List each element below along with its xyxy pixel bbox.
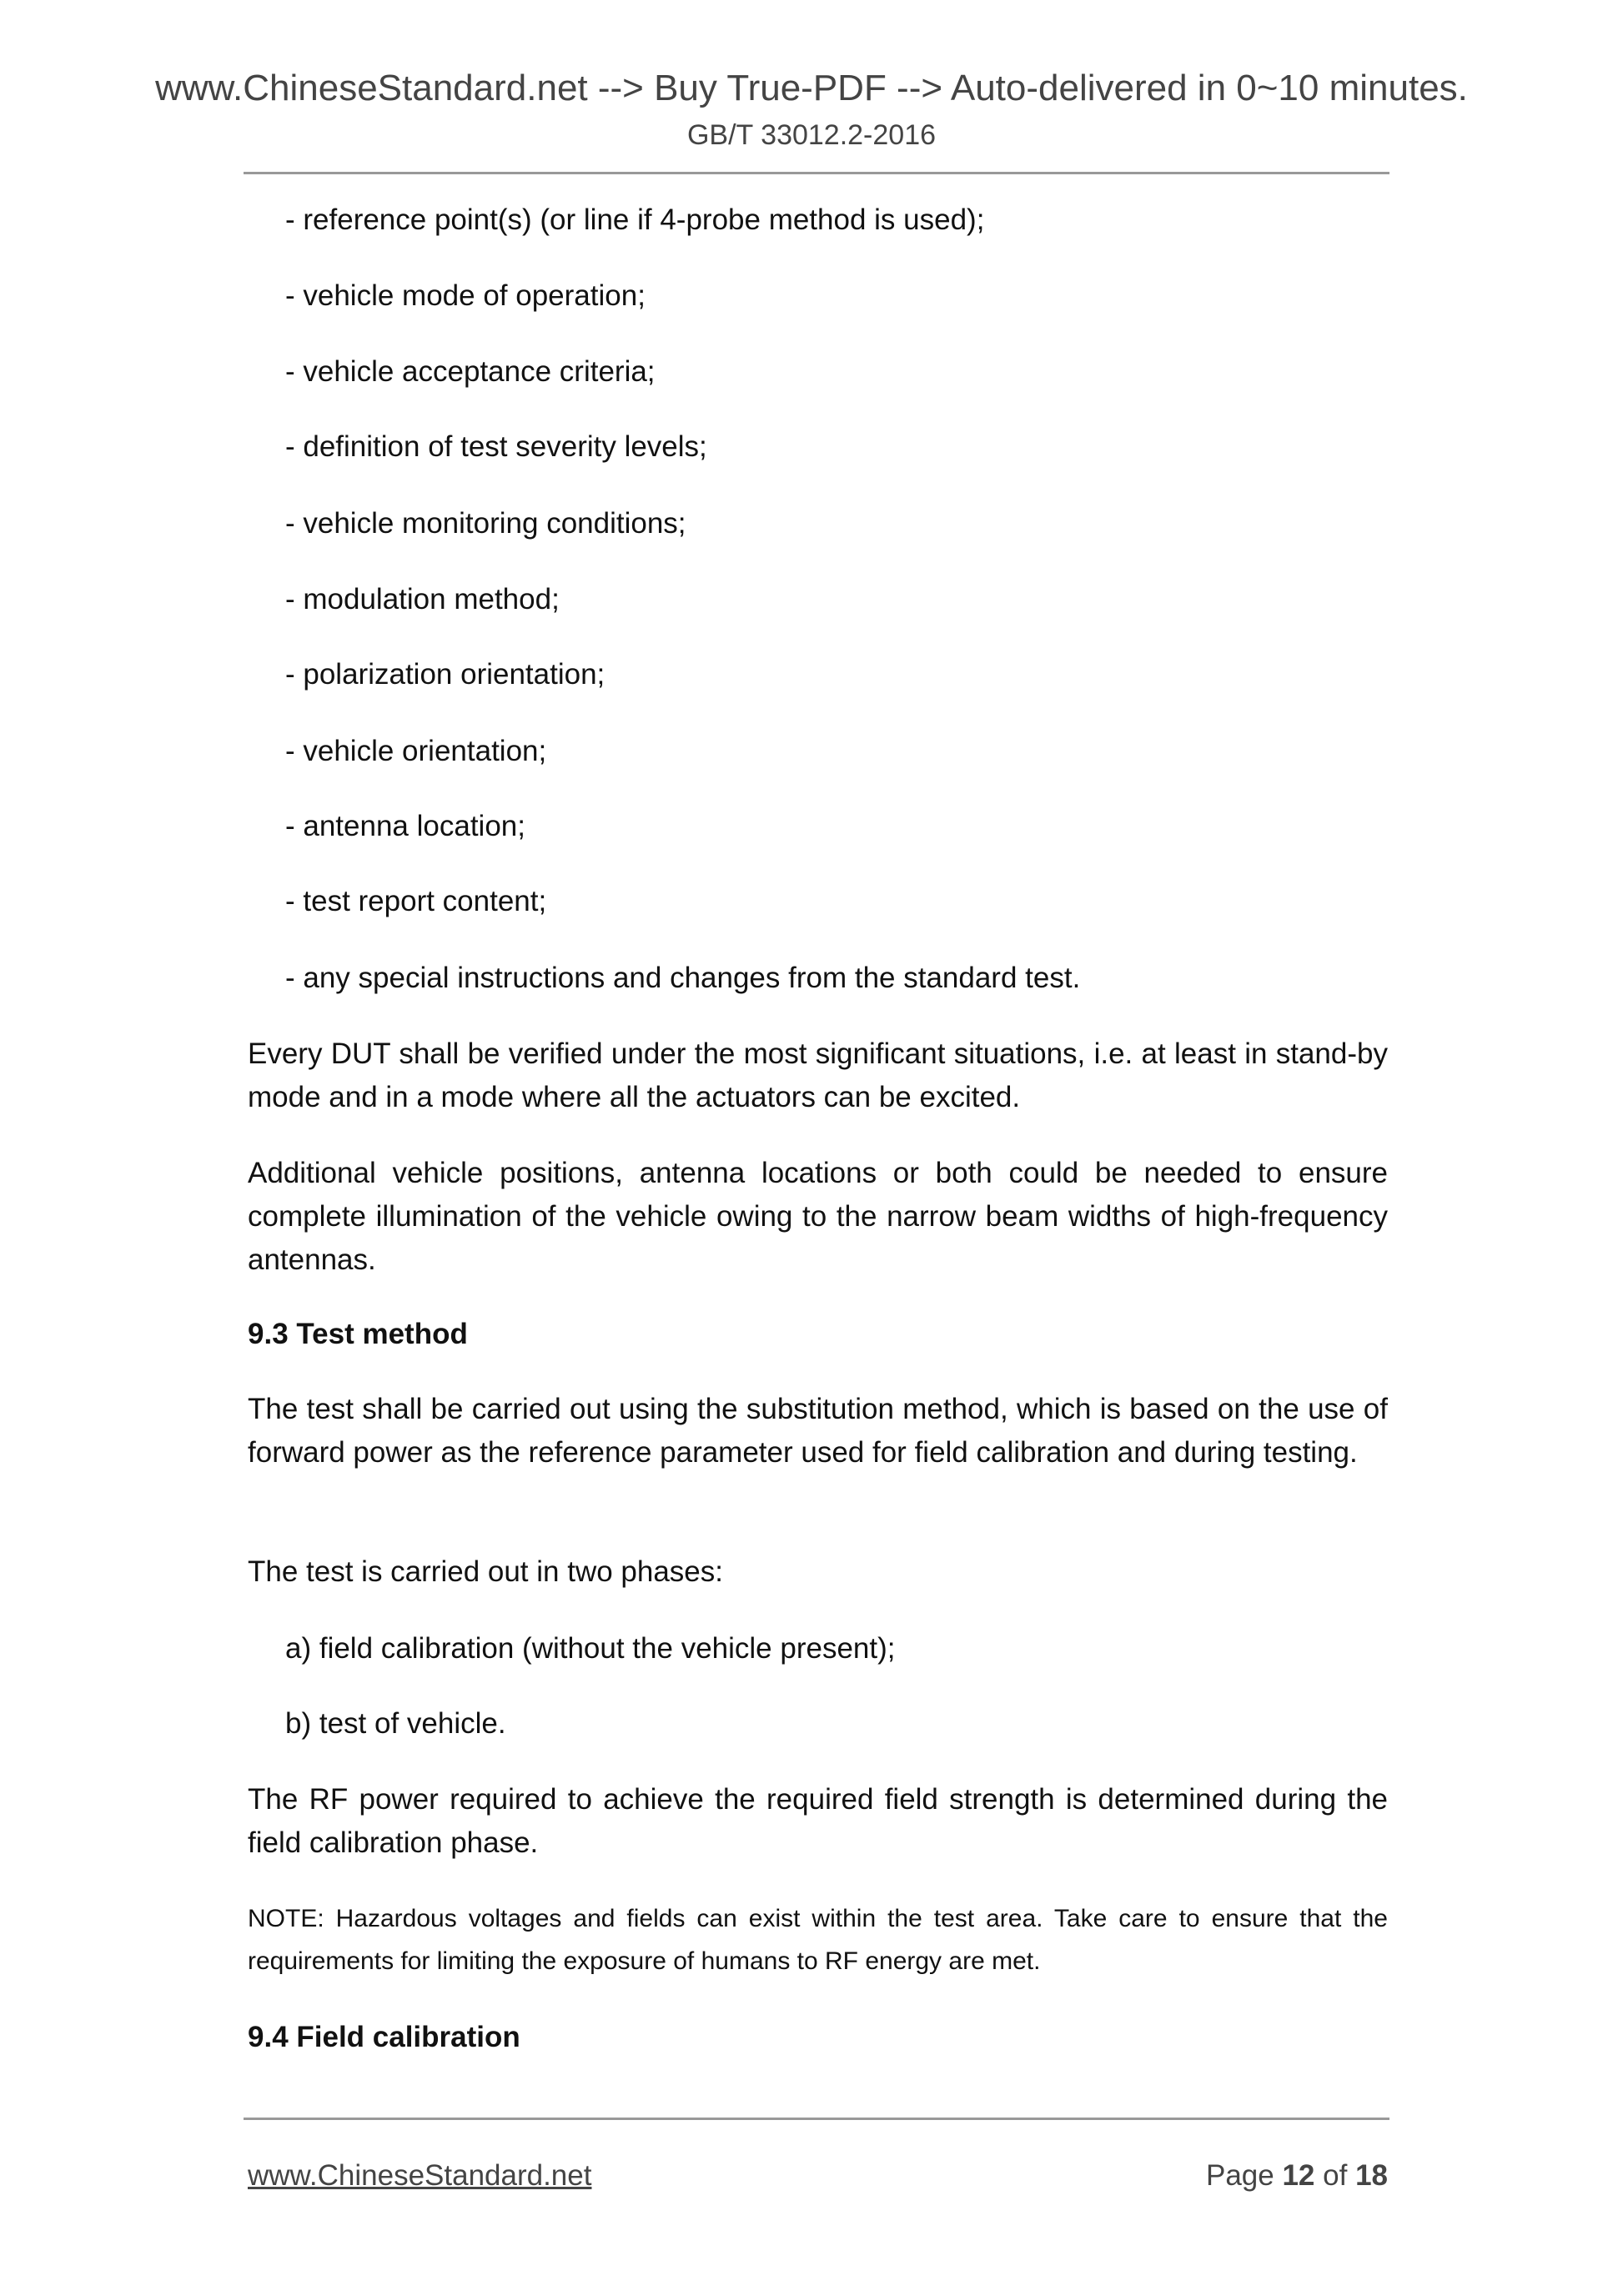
header-title: www.ChineseStandard.net --> Buy True-PDF --> Auto-delivered in 0~10 minutes. — [155, 68, 1468, 108]
header-divider — [244, 172, 1389, 174]
list-item: - vehicle acceptance criteria; — [285, 355, 656, 388]
list-item: - any special instructions and changes from the standard test. — [285, 962, 1081, 994]
paragraph: The test shall be carried out using the substitution method, which is based on the use of forward power as the reference parameter used for field calibration and during testing. — [248, 1393, 1388, 1469]
list-item: - reference point(s) (or line if 4-probe method is used); — [285, 203, 985, 236]
paragraph: The RF power required to achieve the required field strength is determined during the field calibration phase. — [248, 1783, 1388, 1859]
footer-divider — [244, 2118, 1389, 2120]
standard-id: GB/T 33012.2-2016 — [686, 119, 937, 151]
page-label: Page — [1205, 2159, 1274, 2192]
note: NOTE: Hazardous voltages and fields can exist within the test area. Take care to ensure that the requirements for limiting the exposure of humans to RF energy are met. — [248, 1905, 1388, 1975]
list-item: - modulation method; — [285, 583, 560, 615]
list-item: b) test of vehicle. — [285, 1707, 506, 1740]
page-of: of — [1323, 2159, 1348, 2192]
page-total: 18 — [1355, 2159, 1388, 2192]
list-item: - vehicle monitoring conditions; — [285, 507, 686, 540]
section-heading: 9.4 Field calibration — [248, 2021, 520, 2053]
list-item: a) field calibration (without the vehicle present); — [285, 1632, 896, 1665]
list-item: - antenna location; — [285, 810, 525, 842]
list-item: - polarization orientation; — [285, 658, 605, 691]
list-item: - test report content; — [285, 885, 547, 917]
paragraph: The test is carried out in two phases: — [248, 1555, 723, 1588]
list-item: - vehicle mode of operation; — [285, 279, 646, 312]
list-item: - vehicle orientation; — [285, 735, 547, 767]
paragraph: Additional vehicle positions, antenna locations or both could be needed to ensure complete illumination of the vehicle owing to the narrow beam widths of high-frequency antennas. — [248, 1157, 1388, 1276]
list-item: - definition of test severity levels; — [285, 430, 707, 463]
page-current: 12 — [1282, 2159, 1315, 2192]
page-number — [1206, 2156, 1388, 2196]
section-heading: 9.3 Test method — [248, 1318, 468, 1350]
footer-link[interactable]: www.ChineseStandard.net — [248, 2159, 592, 2192]
paragraph: Every DUT shall be verified under the most significant situations, i.e. at least in stand-by mode and in a mode where all the actuators can be excited. — [248, 1037, 1388, 1113]
